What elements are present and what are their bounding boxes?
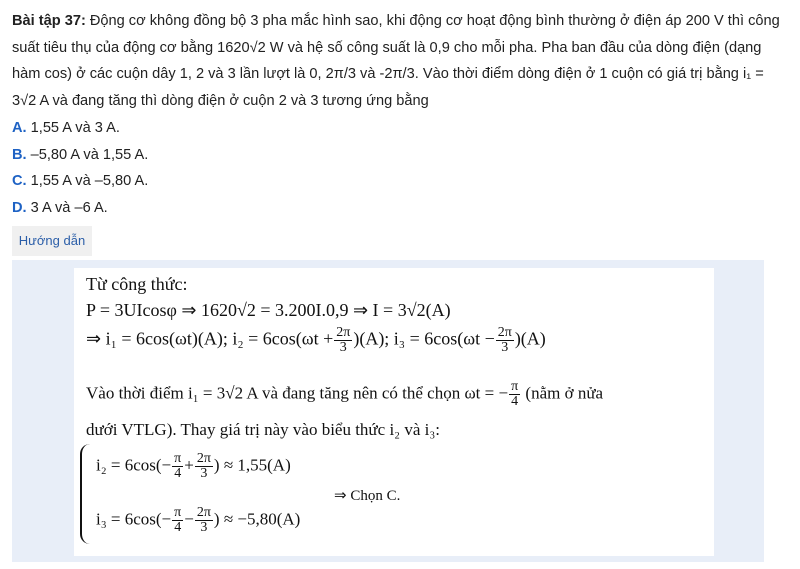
line4-part-a: Vào thời điểm i₁ = 3√2 A và đang tăng nên có thể chọn ωt = − — [86, 383, 509, 403]
system-line-2 — [96, 506, 300, 535]
fraction-pi-4 — [172, 506, 183, 535]
fraction-pi-4 — [509, 380, 520, 409]
system-line-1 — [96, 452, 291, 481]
sys2-part-c: ) ≈ −5,80(A) — [213, 509, 301, 529]
fraction-den: 4 — [174, 466, 182, 481]
fraction-num: 2π — [497, 325, 512, 340]
option-letter: C. — [12, 173, 27, 189]
option-d[interactable] — [12, 195, 148, 222]
fraction-den: 3 — [501, 340, 509, 355]
fraction-den: 3 — [200, 520, 208, 535]
sys1-part-a: i₂ = 6cos(− — [96, 455, 172, 475]
solution-content — [74, 268, 714, 556]
solution-line-1: Từ công thức: — [86, 274, 188, 294]
fraction-den: 3 — [339, 340, 347, 355]
fraction-num: π — [174, 451, 182, 466]
option-text: 1,55 A và –5,80 A. — [26, 173, 149, 189]
option-letter: B. — [12, 146, 27, 163]
fraction-num: 2π — [196, 451, 211, 466]
fraction-den: 3 — [200, 466, 208, 481]
solution-line-4 — [86, 380, 603, 409]
option-b[interactable] — [12, 142, 148, 169]
fraction-num: π — [174, 505, 182, 520]
fraction-num: 2π — [336, 325, 351, 340]
fraction-2pi-3 — [334, 326, 352, 355]
conclusion: ⇒ Chọn C. — [334, 488, 401, 504]
solution-line-2: P = 3UIcosφ ⇒ 1620√2 = 3.200I.0,9 ⇒ I = 3√2(A) — [86, 300, 451, 320]
sys2-part-a: i₃ = 6cos(− — [96, 509, 172, 529]
fraction-2pi-3 — [195, 506, 213, 535]
option-text: 1,55 A và 3 A. — [26, 120, 120, 136]
fraction-num: 2π — [196, 505, 211, 520]
question-text: Động cơ không đồng bộ 3 pha mắc hình sao, khi động cơ hoạt động bình thường ở điện áp 200 V thì công suất tiêu thụ của động cơ bằng 1620√2 W và hệ số công suất là 0,9 cho mỗi pha. Pha ban đầu của dòng điện (dạng hàm cos) ở các cuộn dây 1, 2 và 3 lần lượt là 0, 2π/3 và -2π/3. Vào thời điểm dòng điện ở 1 cuộn có giá trị bằng i₁ = 3√2 A và đang tăng thì dòng điện ở cuộn 2 và 3 tương ứng bằng — [12, 13, 780, 109]
fraction-pi-4 — [172, 452, 183, 481]
question-label: Bài tập 37: — [12, 13, 86, 29]
sys1-part-b: + — [184, 455, 194, 475]
question-block — [12, 8, 788, 114]
answer-options — [12, 115, 148, 221]
fraction-den: 4 — [511, 394, 519, 409]
system-brace — [80, 444, 92, 544]
fraction-num: π — [511, 379, 519, 394]
solution-panel — [12, 260, 764, 562]
fraction-2pi-3 — [195, 452, 213, 481]
option-letter: A. — [12, 120, 27, 136]
option-text: –5,80 A và 1,55 A. — [26, 146, 149, 163]
solution-line-5: dưới VTLG). Thay giá trị này vào biểu thức i₂ và i₃: — [86, 420, 441, 439]
hint-button[interactable]: Hướng dẫn — [12, 226, 92, 256]
option-letter: D. — [12, 199, 27, 216]
fraction-den: 4 — [174, 520, 182, 535]
line3-part-b: )(A); i₃ = 6cos(ωt − — [353, 328, 495, 349]
fraction-2pi-3 — [496, 326, 514, 355]
sys2-part-b: − — [184, 509, 194, 529]
option-c[interactable] — [12, 168, 148, 195]
line3-part-a: ⇒ i₁ = 6cos(ωt)(A); i₂ = 6cos(ωt + — [86, 328, 334, 349]
sys1-part-c: ) ≈ 1,55(A) — [213, 455, 291, 475]
line3-part-c: )(A) — [514, 328, 546, 349]
solution-line-3 — [86, 326, 546, 355]
line4-part-b: (nằm ở nửa — [525, 383, 604, 403]
option-a[interactable] — [12, 115, 148, 142]
option-text: 3 A và –6 A. — [26, 199, 108, 216]
